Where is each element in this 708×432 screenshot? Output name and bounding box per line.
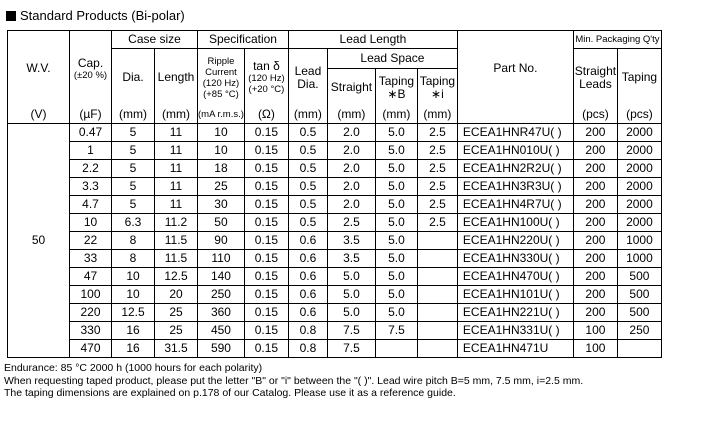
- cell-ripple: 50: [198, 214, 245, 232]
- header-straight-leads-line1: Straight: [574, 63, 617, 78]
- cell-pack-taping: 250: [617, 322, 661, 340]
- cell-cap: 10: [70, 214, 112, 232]
- cell-ripple: 10: [198, 142, 245, 160]
- cell-cap: 3.3: [70, 178, 112, 196]
- cell-lead-dia: 0.6: [288, 268, 327, 286]
- cell-pack-taping: [617, 340, 661, 358]
- cell-pack-taping: 2000: [617, 214, 661, 232]
- cell-cap: 33: [70, 250, 112, 268]
- unit-wv: (V): [8, 107, 70, 124]
- header-tan-line3: (+20 °C): [248, 84, 285, 96]
- cell-ripple: 18: [198, 160, 245, 178]
- cell-pack-taping: 2000: [617, 196, 661, 214]
- cell-taping-b: 5.0: [375, 268, 417, 286]
- cell-taping-b: 5.0: [375, 250, 417, 268]
- header-straight: Straight: [327, 69, 375, 107]
- cell-taping-i: 2.5: [417, 160, 457, 178]
- header-dia: Dia.: [112, 49, 155, 107]
- unit-dia: (mm): [112, 107, 155, 124]
- cell-dia: 10: [112, 286, 155, 304]
- cell-lead-dia: 0.5: [288, 178, 327, 196]
- table-row: [8, 196, 662, 214]
- header-straight-leads: [573, 49, 617, 107]
- cell-part-no: ECEA1HN101U( ): [457, 286, 573, 304]
- cell-tan: 0.15: [244, 322, 288, 340]
- header-taping-b: [375, 69, 417, 107]
- cell-ripple: 250: [198, 286, 245, 304]
- cell-straight: 3.5: [327, 250, 375, 268]
- cell-pack-straight: 200: [573, 286, 617, 304]
- cell-length: 11.5: [155, 232, 198, 250]
- cell-taping-b: 5.0: [375, 124, 417, 142]
- header-cap: [70, 31, 112, 107]
- cell-straight: 5.0: [327, 286, 375, 304]
- cell-pack-straight: 100: [573, 340, 617, 358]
- cell-taping-i: [417, 340, 457, 358]
- header-ripple-line4: (+85 °C): [203, 88, 239, 100]
- table-row: [8, 340, 662, 358]
- spec-table-body: [8, 31, 662, 358]
- cell-straight: 2.5: [327, 214, 375, 232]
- cell-lead-dia: 0.5: [288, 142, 327, 160]
- cell-ripple: 450: [198, 322, 245, 340]
- header-straight-leads-line2: Leads: [579, 76, 612, 91]
- cell-taping-b: 5.0: [375, 304, 417, 322]
- cell-taping-i: [417, 268, 457, 286]
- unit-straight: (mm): [327, 107, 375, 124]
- cell-pack-taping: 1000: [617, 250, 661, 268]
- table-row: [8, 268, 662, 286]
- cell-pack-straight: 200: [573, 160, 617, 178]
- cell-ripple: 25: [198, 178, 245, 196]
- cell-wv: 50: [8, 124, 70, 358]
- table-row: [8, 160, 662, 178]
- cell-part-no: ECEA1HN220U( ): [457, 232, 573, 250]
- cell-dia: 6.3: [112, 214, 155, 232]
- cell-lead-dia: 0.6: [288, 250, 327, 268]
- cell-taping-b: 5.0: [375, 286, 417, 304]
- cell-taping-i: [417, 286, 457, 304]
- cell-length: 20: [155, 286, 198, 304]
- cell-straight: 5.0: [327, 304, 375, 322]
- header-taping-b-line1: Taping: [378, 73, 415, 88]
- section-title-text: Standard Products (Bi-polar): [20, 8, 185, 23]
- cell-tan: 0.15: [244, 178, 288, 196]
- header-specification: Specification: [198, 31, 289, 49]
- cell-cap: 47: [70, 268, 112, 286]
- table-row: [8, 232, 662, 250]
- cell-taping-i: [417, 232, 457, 250]
- cell-tan: 0.15: [244, 214, 288, 232]
- cell-taping-b: [375, 340, 417, 358]
- unit-length: (mm): [155, 107, 198, 124]
- cell-lead-dia: 0.8: [288, 340, 327, 358]
- cell-part-no: ECEA1HN3R3U( ): [457, 178, 573, 196]
- cell-dia: 5: [112, 178, 155, 196]
- cell-straight: 7.5: [327, 340, 375, 358]
- cell-cap: 1: [70, 142, 112, 160]
- cell-pack-straight: 200: [573, 304, 617, 322]
- unit-lead-dia: (mm): [288, 107, 327, 124]
- header-length: Length: [155, 49, 198, 107]
- cell-length: 11: [155, 196, 198, 214]
- cell-pack-straight: 200: [573, 232, 617, 250]
- header-lead-space: Lead Space: [327, 49, 457, 69]
- cell-straight: 2.0: [327, 142, 375, 160]
- cell-ripple: 30: [198, 196, 245, 214]
- cell-pack-straight: 100: [573, 322, 617, 340]
- cell-straight: 2.0: [327, 160, 375, 178]
- cell-lead-dia: 0.6: [288, 304, 327, 322]
- cell-ripple: 140: [198, 268, 245, 286]
- cell-straight: 5.0: [327, 268, 375, 286]
- cell-taping-i: [417, 304, 457, 322]
- cell-length: 31.5: [155, 340, 198, 358]
- header-part-no: Part No.: [457, 31, 573, 107]
- cell-part-no: ECEA1HN221U( ): [457, 304, 573, 322]
- cell-length: 11.5: [155, 250, 198, 268]
- cell-dia: 5: [112, 124, 155, 142]
- header-taping-i-line1: Taping: [419, 73, 456, 88]
- header-ripple-line3: (120 Hz): [202, 77, 240, 89]
- cell-length: 12.5: [155, 268, 198, 286]
- cell-tan: 0.15: [244, 268, 288, 286]
- cell-part-no: ECEA1HN471U: [457, 340, 573, 358]
- header-cap-tolerance: (±20 %): [73, 69, 108, 81]
- cell-tan: 0.15: [244, 142, 288, 160]
- cell-straight: 3.5: [327, 232, 375, 250]
- cell-part-no: ECEA1HN2R2U( ): [457, 160, 573, 178]
- cell-cap: 22: [70, 232, 112, 250]
- cell-cap: 470: [70, 340, 112, 358]
- cell-dia: 8: [112, 232, 155, 250]
- cell-pack-taping: 2000: [617, 160, 661, 178]
- cell-tan: 0.15: [244, 340, 288, 358]
- header-case-size: Case size: [112, 31, 198, 49]
- cell-pack-straight: 200: [573, 124, 617, 142]
- cell-pack-taping: 500: [617, 304, 661, 322]
- cell-lead-dia: 0.6: [288, 232, 327, 250]
- cell-straight: 2.0: [327, 124, 375, 142]
- cell-pack-taping: 2000: [617, 142, 661, 160]
- cell-taping-b: 5.0: [375, 178, 417, 196]
- cell-dia: 16: [112, 322, 155, 340]
- cell-taping-i: [417, 322, 457, 340]
- cell-tan: 0.15: [244, 286, 288, 304]
- cell-taping-b: 5.0: [375, 160, 417, 178]
- cell-lead-dia: 0.5: [288, 124, 327, 142]
- cell-pack-taping: 2000: [617, 124, 661, 142]
- header-ripple-current: [198, 49, 245, 107]
- table-row: [8, 304, 662, 322]
- unit-part-blank: [457, 107, 573, 124]
- cell-dia: 16: [112, 340, 155, 358]
- cell-dia: 12.5: [112, 304, 155, 322]
- header-lead-length: Lead Length: [288, 31, 457, 49]
- header-taping: Taping: [617, 49, 661, 107]
- header-tan-line1: tan δ: [253, 59, 280, 74]
- cell-taping-i: 2.5: [417, 214, 457, 232]
- table-row: [8, 322, 662, 340]
- cell-pack-taping: 500: [617, 268, 661, 286]
- table-row: [8, 142, 662, 160]
- cell-straight: 2.0: [327, 196, 375, 214]
- header-ripple-line2: Current: [205, 66, 237, 78]
- cell-cap: 220: [70, 304, 112, 322]
- table-row: [8, 178, 662, 196]
- footnotes: [4, 362, 583, 400]
- cell-tan: 0.15: [244, 232, 288, 250]
- cell-tan: 0.15: [244, 160, 288, 178]
- cell-ripple: 360: [198, 304, 245, 322]
- unit-cap: (µF): [70, 107, 112, 124]
- cell-pack-taping: 500: [617, 286, 661, 304]
- unit-tan: (Ω): [244, 107, 288, 124]
- cell-pack-straight: 200: [573, 196, 617, 214]
- cell-lead-dia: 0.5: [288, 214, 327, 232]
- cell-ripple: 90: [198, 232, 245, 250]
- cell-taping-i: 2.5: [417, 124, 457, 142]
- cell-cap: 100: [70, 286, 112, 304]
- cell-taping-b: 5.0: [375, 214, 417, 232]
- cell-pack-taping: 1000: [617, 232, 661, 250]
- cell-pack-taping: 2000: [617, 178, 661, 196]
- cell-part-no: ECEA1HN010U( ): [457, 142, 573, 160]
- cell-length: 11: [155, 124, 198, 142]
- cell-straight: 2.0: [327, 178, 375, 196]
- cell-lead-dia: 0.5: [288, 160, 327, 178]
- header-tan-delta: [244, 49, 288, 107]
- cell-length: 25: [155, 322, 198, 340]
- cell-taping-b: 5.0: [375, 232, 417, 250]
- cell-taping-b: 5.0: [375, 142, 417, 160]
- cell-dia: 5: [112, 142, 155, 160]
- cell-cap: 2.2: [70, 160, 112, 178]
- cell-tan: 0.15: [244, 304, 288, 322]
- header-lead-dia: [288, 49, 327, 107]
- header-wv: W.V.: [8, 31, 70, 107]
- header-ripple-line1: Ripple: [207, 55, 235, 67]
- title-square-icon: [6, 11, 16, 21]
- cell-taping-i: [417, 250, 457, 268]
- unit-ripple: (mA r.m.s.): [198, 107, 245, 124]
- cell-straight: 7.5: [327, 322, 375, 340]
- cell-part-no: ECEA1HN100U( ): [457, 214, 573, 232]
- unit-taping-b: (mm): [375, 107, 417, 124]
- cell-ripple: 110: [198, 250, 245, 268]
- header-taping-b-line2: ∗B: [387, 86, 406, 101]
- cell-pack-straight: 200: [573, 142, 617, 160]
- cell-tan: 0.15: [244, 124, 288, 142]
- header-min-packaging: Min. Packaging Q'ty: [573, 31, 661, 49]
- cell-length: 11: [155, 160, 198, 178]
- cell-dia: 10: [112, 268, 155, 286]
- cell-tan: 0.15: [244, 250, 288, 268]
- cell-cap: 4.7: [70, 196, 112, 214]
- cell-part-no: ECEA1HN331U( ): [457, 322, 573, 340]
- footnote-taping-reference: The taping dimensions are explained on p.178 of our Catalog. Please use it as a reference guide.: [4, 387, 456, 399]
- cell-dia: 8: [112, 250, 155, 268]
- cell-lead-dia: 0.6: [288, 286, 327, 304]
- cell-ripple: 10: [198, 124, 245, 142]
- unit-pack-straight: (pcs): [573, 107, 617, 124]
- header-taping-i: [417, 69, 457, 107]
- cell-part-no: ECEA1HNR47U( ): [457, 124, 573, 142]
- table-row: [8, 124, 662, 142]
- cell-length: 11.2: [155, 214, 198, 232]
- cell-pack-straight: 200: [573, 178, 617, 196]
- header-lead-dia-line2: Dia.: [297, 76, 319, 91]
- table-row: [8, 286, 662, 304]
- header-tan-line2: (120 Hz): [248, 73, 285, 85]
- cell-cap: 330: [70, 322, 112, 340]
- unit-pack-taping: (pcs): [617, 107, 661, 124]
- cell-length: 25: [155, 304, 198, 322]
- header-taping-i-line2: ∗i: [431, 86, 444, 101]
- table-row: [8, 214, 662, 232]
- header-lead-dia-line1: Lead: [294, 63, 322, 78]
- cell-dia: 5: [112, 160, 155, 178]
- cell-part-no: ECEA1HN470U( ): [457, 268, 573, 286]
- cell-tan: 0.15: [244, 196, 288, 214]
- cell-pack-straight: 200: [573, 250, 617, 268]
- cell-part-no: ECEA1HN4R7U( ): [457, 196, 573, 214]
- cell-taping-i: 2.5: [417, 178, 457, 196]
- cell-part-no: ECEA1HN330U( ): [457, 250, 573, 268]
- cell-ripple: 590: [198, 340, 245, 358]
- cell-lead-dia: 0.8: [288, 322, 327, 340]
- footnote-endurance: Endurance: 85 °C 2000 h (1000 hours for each polarity): [4, 362, 263, 374]
- cell-length: 11: [155, 142, 198, 160]
- cell-dia: 5: [112, 196, 155, 214]
- cell-taping-i: 2.5: [417, 142, 457, 160]
- footnote-taping-request: When requesting taped product, please put the letter "B" or "i" between the "( )". Lead wire pitch B=5 mm, 7.5 mm, i=2.5 mm.: [4, 374, 584, 387]
- cell-taping-b: 5.0: [375, 196, 417, 214]
- cell-length: 11: [155, 178, 198, 196]
- unit-taping-i: (mm): [417, 107, 457, 124]
- cell-pack-straight: 200: [573, 214, 617, 232]
- cell-cap: 0.47: [70, 124, 112, 142]
- cell-lead-dia: 0.5: [288, 196, 327, 214]
- spec-table: [7, 30, 662, 358]
- header-cap-label: Cap.: [77, 55, 104, 70]
- table-row: [8, 250, 662, 268]
- cell-taping-i: 2.5: [417, 196, 457, 214]
- section-title: [6, 8, 185, 23]
- cell-pack-straight: 200: [573, 268, 617, 286]
- cell-taping-b: 7.5: [375, 322, 417, 340]
